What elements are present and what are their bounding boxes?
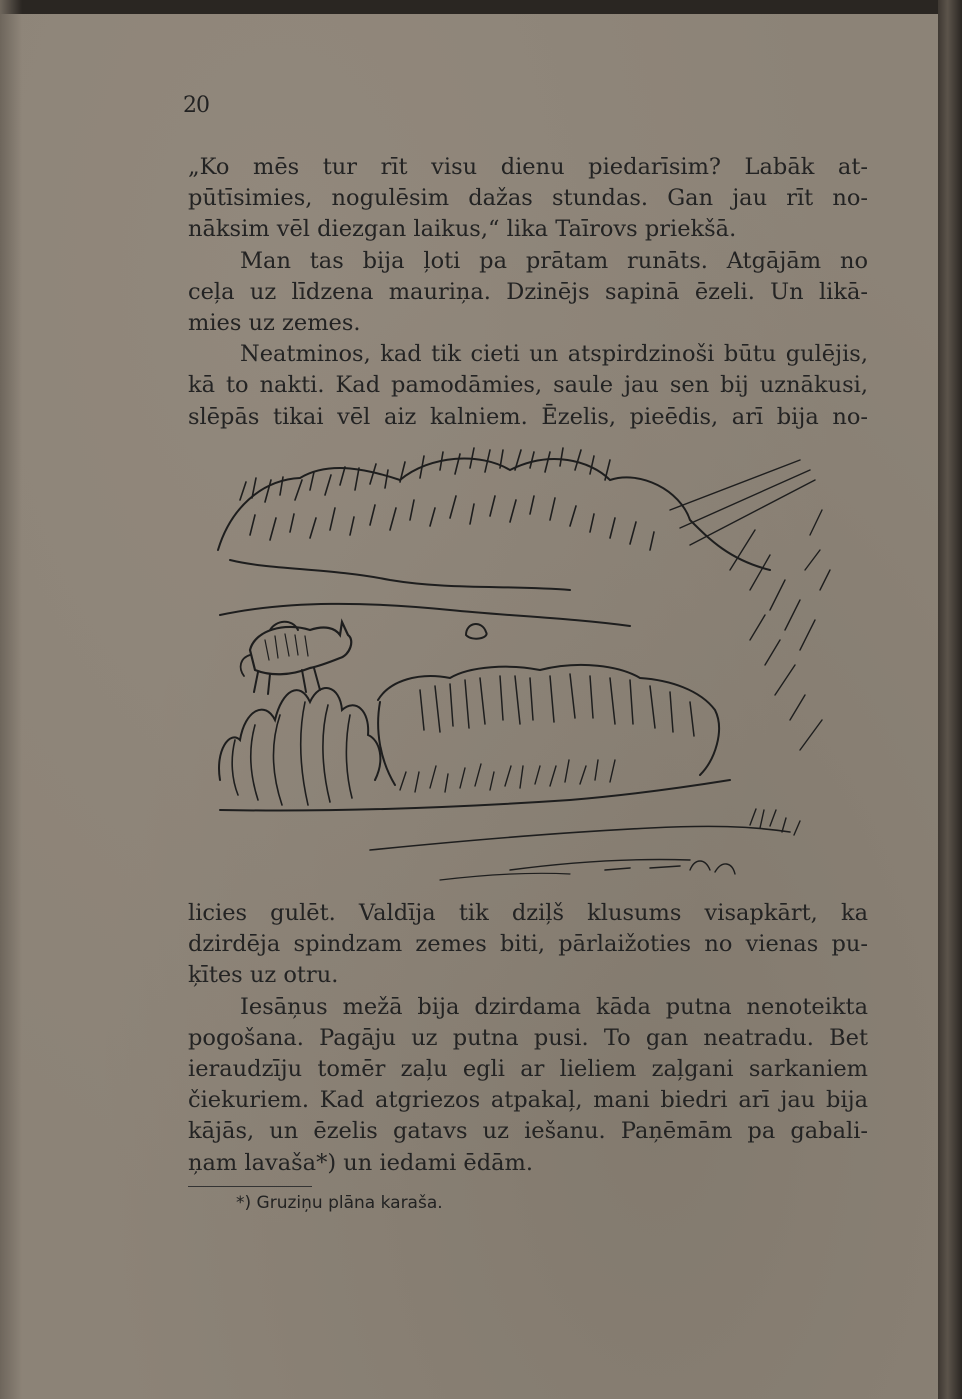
text-line: ķītes uz otru. bbox=[188, 962, 339, 989]
text-line: Neatminos, kad tik cieti un atspirdzinoši būtu gulējis, bbox=[240, 341, 868, 368]
text-line: čiekuriem. Kad atgriezos atpakaļ, mani biedri arī jau bija bbox=[188, 1087, 868, 1114]
text-line: ieraudzīju tomēr zaļu egli ar lieliem zaļgani sarkaniem bbox=[188, 1056, 868, 1083]
text-line: kā to nakti. Kad pamodāmies, saule jau sen bij uznākusi, bbox=[188, 372, 868, 399]
page-left-shadow bbox=[0, 0, 22, 1399]
text-line: „Ko mēs tur rīt visu dienu piedarīsim? Labāk at- bbox=[188, 154, 868, 180]
text-line: mies uz zemes. bbox=[188, 310, 361, 337]
text-line: ņam lavaša*) un iedami ēdām. bbox=[188, 1149, 534, 1176]
text-block-top bbox=[188, 152, 868, 433]
text-line: pūtīsimies, nogulēsim dažas stundas. Gan jau rīt no- bbox=[188, 185, 868, 212]
text-line: licies gulēt. Valdīja tik dziļš klusums visapkārt, ka bbox=[188, 900, 868, 926]
text-line: Iesāņus mežā bija dzirdama kāda putna nenoteikta bbox=[240, 993, 868, 1020]
donkey-in-meadow-illustration bbox=[210, 440, 850, 898]
text-line: dzirdēja spindzam zemes biti, pārlaižoties no vienas pu- bbox=[188, 931, 868, 958]
footnote: *) Gruziņu plāna karaša. bbox=[236, 1193, 443, 1213]
text-line: pogošana. Pagāju uz putna pusi. To gan neatradu. Bet bbox=[188, 1024, 868, 1051]
text-line: kājās, un ēzelis gatavs uz iešanu. Paņēmām pa gabali- bbox=[188, 1118, 868, 1145]
text-line: slēpās tikai vēl aiz kalniem. Ēzelis, pieēdis, arī bija no- bbox=[188, 403, 868, 430]
text-block-bottom bbox=[188, 898, 868, 1179]
page-top-edge bbox=[0, 0, 962, 14]
text-line: Man tas bija ļoti pa prātam runāts. Atgājām no bbox=[240, 247, 868, 274]
book-binding-edge bbox=[938, 0, 962, 1399]
footnote-divider bbox=[188, 1186, 312, 1187]
text-line: ceļa uz līdzena mauriņa. Dzinējs sapinā ēzeli. Un likā- bbox=[188, 278, 868, 305]
text-line: nāksim vēl diezgan laikus,“ lika Taīrovs priekšā. bbox=[188, 216, 737, 243]
page-number: 20 bbox=[183, 93, 209, 118]
